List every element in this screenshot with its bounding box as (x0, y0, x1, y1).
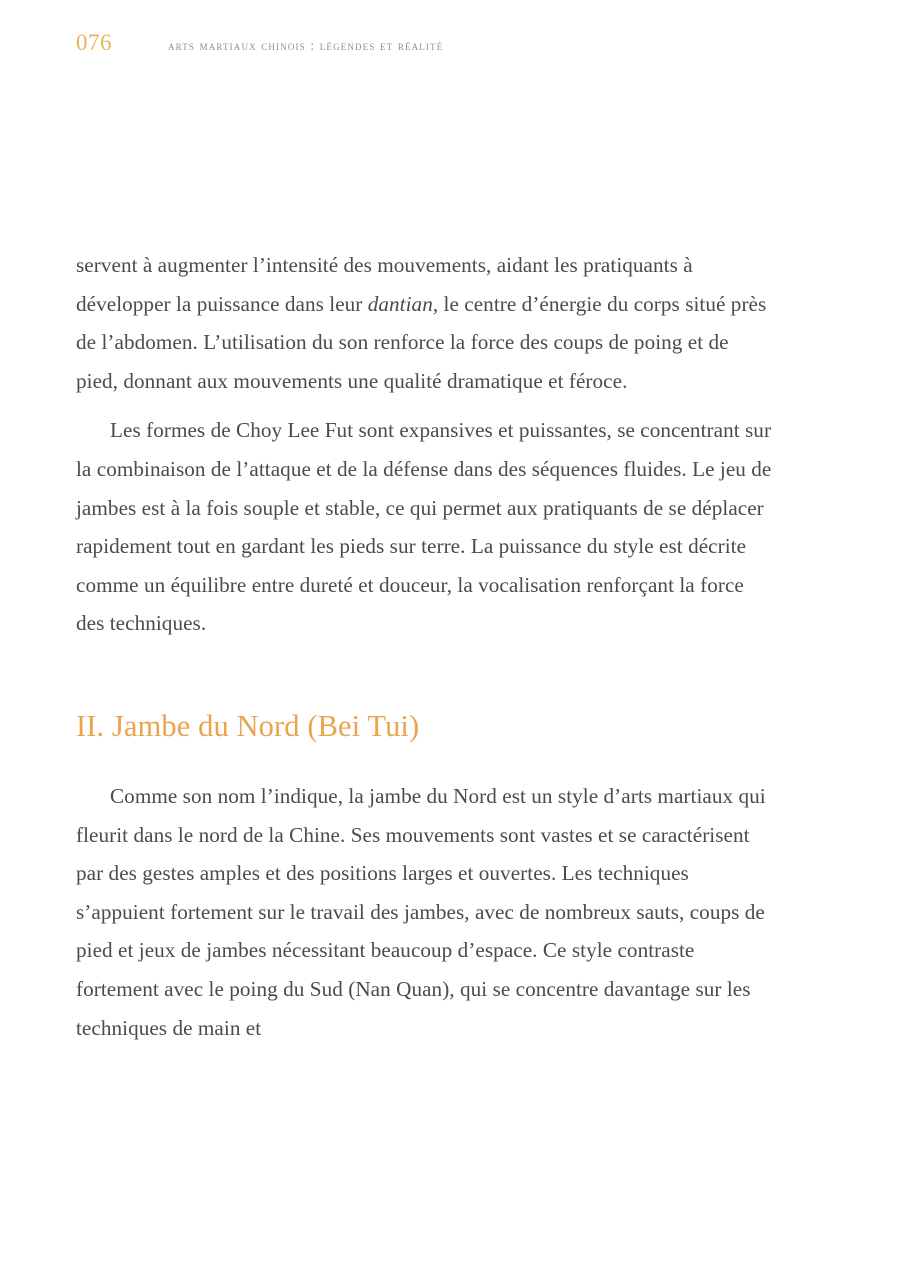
italic-term-dantian: dantian (367, 291, 433, 316)
paragraph-1-part-1: servent à augmenter l’intensité des mouvements, aidant les pratiquants à développer la puissance dans leur (76, 253, 693, 316)
paragraph-choy-lee-fut: Les formes de Choy Lee Fut sont expansives et puissantes, se concentrant sur la combinaison de l’attaque et de la défense dans des séquences fluides. Le jeu de jambes est à la fois souple et stable, ce qui permet aux pratiquants de se déplacer rapidement tout en gardant les pieds sur terre. La puissance du style est décrite comme un équilibre entre dureté et douceur, la vocalisation renforçant la force des techniques. (76, 418, 772, 636)
section-heading-bei-tui: II. Jambe du Nord (Bei Tui) (76, 708, 420, 743)
paragraph-1-part-2: , le centre d’énergie du corps situé près de l’abdomen. L’utilisation du son renforce la force des coups de poing et de pied, donnant aux mouvements une qualité dramatique et féroce. (76, 291, 767, 393)
paragraph-bei-tui-intro: Comme son nom l’indique, la jambe du Nord est un style d’arts martiaux qui fleurit dans le nord de la Chine. Ses mouvements sont vastes et se caractérisent par des gestes amples et des positions larges et ouvertes. Les techniques s’appuient fortement sur le travail des jambes, avec de nombreux sauts, coups de pied et jeux de jambes nécessitant beaucoup d’espace. Ce style contraste fortement avec le poing du Sud (Nan Quan), qui se concentre davantage sur les techniques de main et (76, 784, 766, 1040)
section-heading-wrap (76, 707, 772, 745)
paragraph-continued (76, 246, 772, 400)
running-head (76, 31, 443, 54)
text-block (76, 246, 772, 1047)
running-head-title: arts martiaux chinois : légendes et réalité (168, 38, 444, 53)
page-number: 076 (76, 30, 112, 55)
